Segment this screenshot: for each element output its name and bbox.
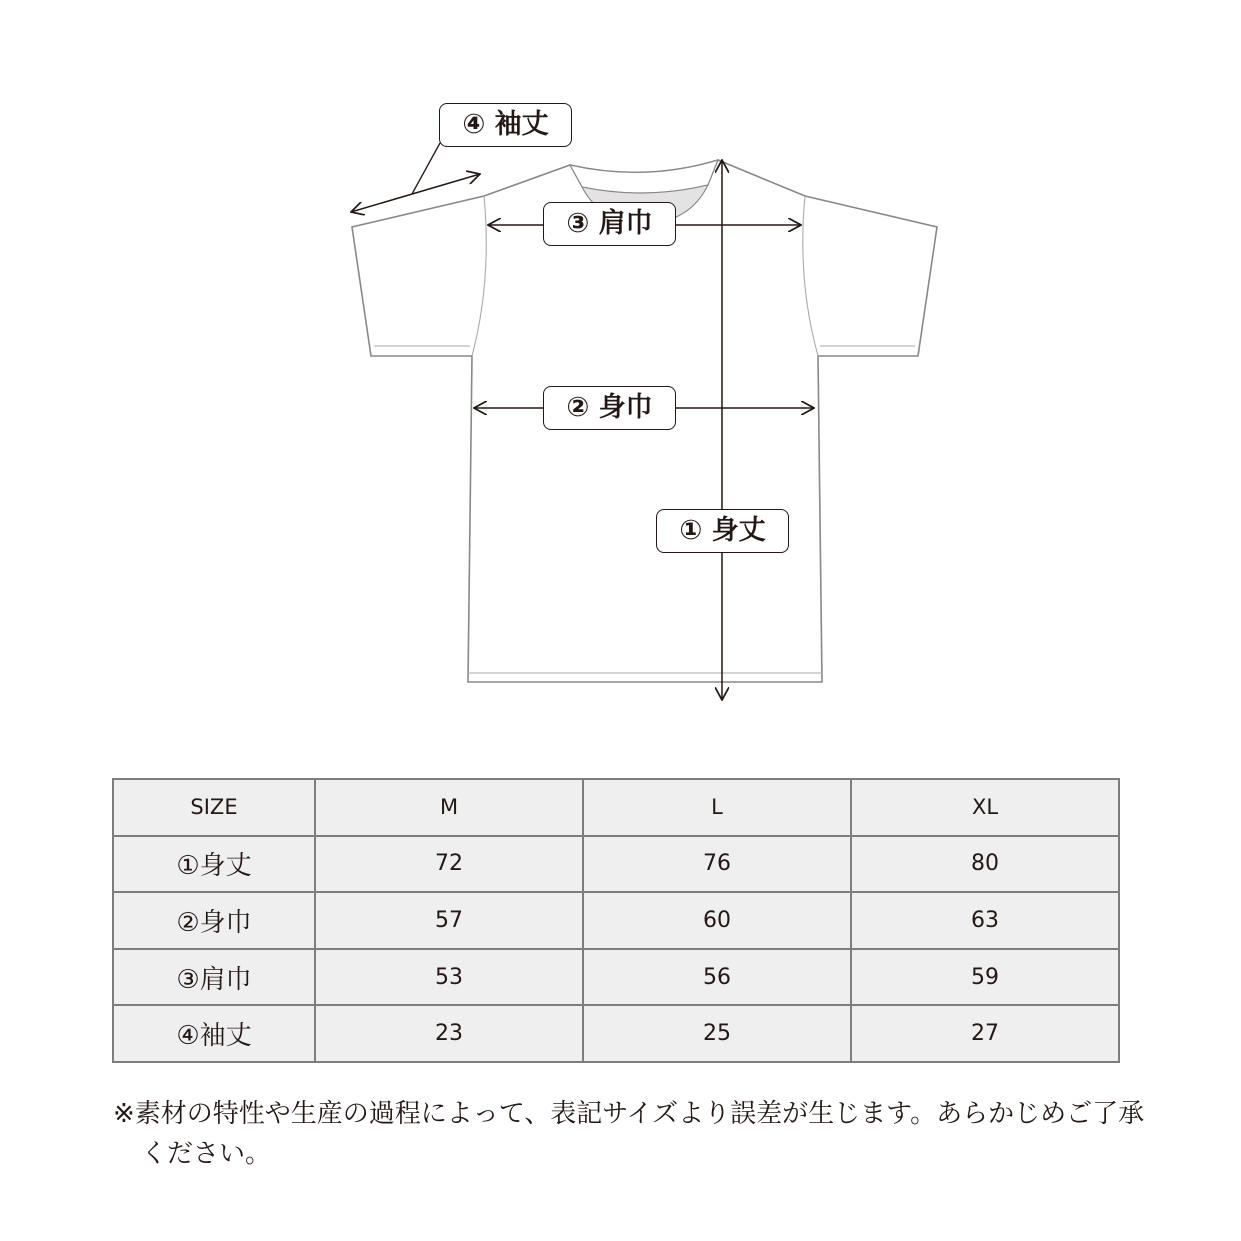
header-cell-l: L bbox=[583, 779, 851, 836]
sleeve-length-label: ④ 袖丈 bbox=[439, 103, 572, 147]
disclaimer-note: ※素材の特性や生産の過程によって、表記サイズより誤差が生じます。あらかじめご了承ください。 bbox=[113, 1099, 1145, 1169]
row-label: ④袖丈 bbox=[113, 1005, 315, 1062]
size-chart-table bbox=[112, 778, 1120, 1063]
table-cell: 57 bbox=[315, 892, 583, 949]
row-label: ③肩巾 bbox=[113, 949, 315, 1006]
body-length-label: ① 身丈 bbox=[656, 509, 789, 553]
table-cell: 27 bbox=[851, 1005, 1119, 1062]
table-cell: 25 bbox=[583, 1005, 851, 1062]
table-cell: 72 bbox=[315, 836, 583, 893]
table-row bbox=[113, 1005, 1119, 1062]
table-cell: 80 bbox=[851, 836, 1119, 893]
header-cell-m: M bbox=[315, 779, 583, 836]
table-cell: 59 bbox=[851, 949, 1119, 1006]
header-cell-xl: XL bbox=[851, 779, 1119, 836]
table-cell: 23 bbox=[315, 1005, 583, 1062]
table-cell: 60 bbox=[583, 892, 851, 949]
shoulder-width-label: ③ 肩巾 bbox=[543, 202, 676, 246]
table-header-row bbox=[113, 779, 1119, 836]
row-label: ①身丈 bbox=[113, 836, 315, 893]
table-row bbox=[113, 836, 1119, 893]
table-cell: 53 bbox=[315, 949, 583, 1006]
table-cell: 76 bbox=[583, 836, 851, 893]
table-row bbox=[113, 892, 1119, 949]
body-width-label: ② 身巾 bbox=[543, 386, 676, 430]
table-cell: 63 bbox=[851, 892, 1119, 949]
table-cell: 56 bbox=[583, 949, 851, 1006]
table-row bbox=[113, 949, 1119, 1006]
header-cell-size: SIZE bbox=[113, 779, 315, 836]
row-label: ②身巾 bbox=[113, 892, 315, 949]
